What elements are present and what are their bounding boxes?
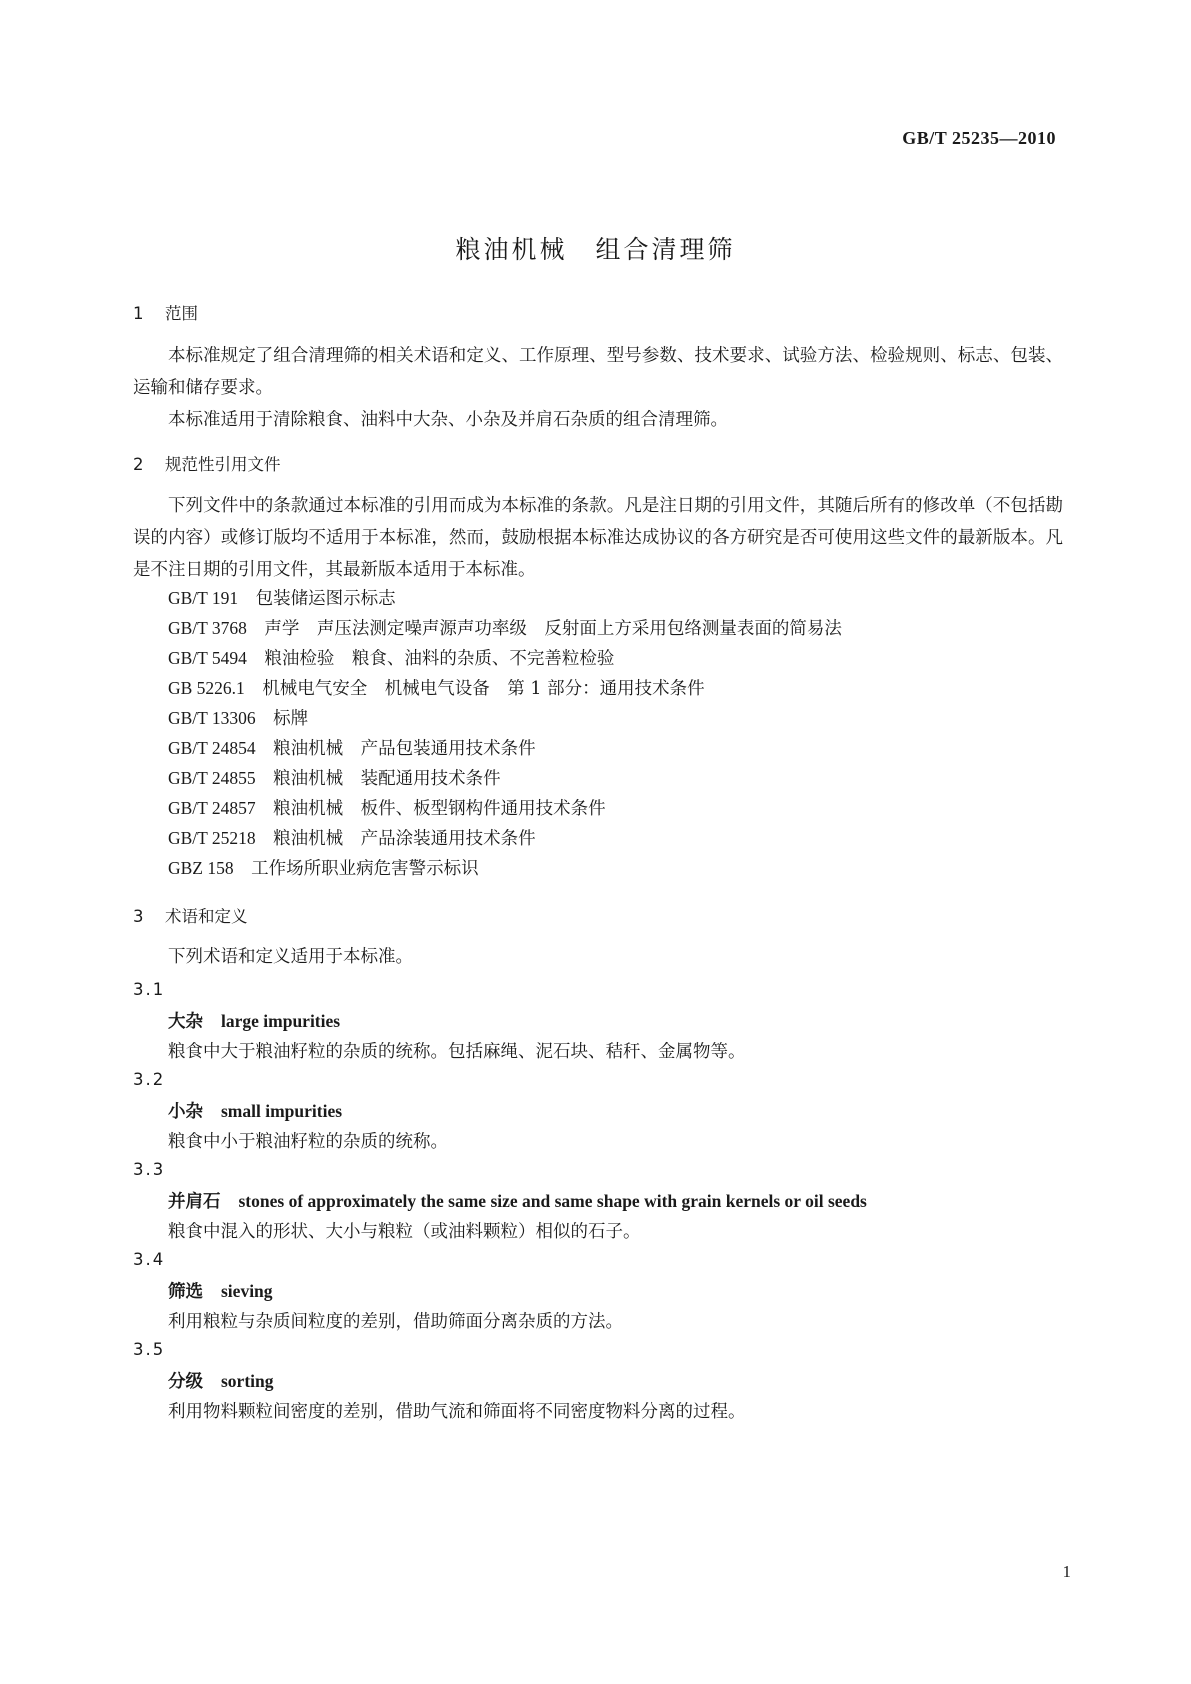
page-number: 1 bbox=[1062, 1562, 1071, 1581]
section-title: 规范性引用文件 bbox=[165, 455, 281, 474]
reference-item: GB/T 3768 声学 声压法测定噪声源声功率级 反射面上方采用包络测量表面的简易法 bbox=[168, 618, 842, 639]
section-heading-references bbox=[133, 451, 281, 475]
section-title: 范围 bbox=[165, 304, 198, 323]
term-definition: 粮食中小于粮油籽粒的杂质的统称。 bbox=[168, 1132, 448, 1152]
references-intro: 下列文件中的条款通过本标准的引用而成为本标准的条款。凡是注日期的引用文件，其随后所有的修改单（不包括勘误的内容）或修订版均不适用于本标准，然而，鼓励根据本标准达成协议的各方研究是否可使用这些文件的最新版本。凡是不注日期的引用文件，其最新版本适用于本标准。 bbox=[133, 496, 1063, 580]
term-heading: 小杂 small impurities bbox=[168, 1101, 343, 1122]
term-number: 3.2 bbox=[133, 1070, 166, 1089]
reference-item: GB/T 24855 粮油机械 装配通用技术条件 bbox=[168, 768, 501, 789]
section-title: 术语和定义 bbox=[165, 907, 248, 926]
scope-paragraph-2: 本标准适用于清除粮食、油料中大杂、小杂及并肩石杂质的组合清理筛。 bbox=[168, 410, 728, 430]
reference-item: GB/T 5494 粮油检验 粮食、油料的杂质、不完善粒检验 bbox=[168, 648, 615, 669]
reference-item: GB/T 24857 粮油机械 板件、板型钢构件通用技术条件 bbox=[168, 798, 606, 819]
document-title: 粮油机械 组合清理筛 bbox=[455, 235, 736, 264]
term-heading: 筛选 sieving bbox=[168, 1281, 273, 1302]
terms-intro: 下列术语和定义适用于本标准。 bbox=[168, 947, 413, 967]
scope-paragraph-1: 本标准规定了组合清理筛的相关术语和定义、工作原理、型号参数、技术要求、试验方法、检验规则、标志、包装、运输和储存要求。 bbox=[133, 346, 1063, 398]
section-number: 1 bbox=[133, 304, 144, 323]
term-heading: 分级 sorting bbox=[168, 1371, 274, 1392]
term-definition: 粮食中大于粮油籽粒的杂质的统称。包括麻绳、泥石块、秸秆、金属物等。 bbox=[168, 1042, 746, 1062]
reference-item: GB 5226.1 机械电气安全 机械电气设备 第 1 部分：通用技术条件 bbox=[168, 678, 705, 699]
standard-id: GB/T 25235—2010 bbox=[902, 128, 1056, 148]
section-number: 3 bbox=[133, 907, 144, 926]
term-heading: 并肩石 stones of approximately the same size and same shape with grain kernels or oil seeds bbox=[168, 1191, 867, 1212]
term-definition: 利用粮粒与杂质间粒度的差别，借助筛面分离杂质的方法。 bbox=[168, 1312, 623, 1332]
term-number: 3.3 bbox=[133, 1160, 166, 1179]
term-number: 3.1 bbox=[133, 980, 166, 999]
section-number: 2 bbox=[133, 455, 144, 474]
section-heading-scope bbox=[133, 300, 198, 324]
reference-item: GB/T 25218 粮油机械 产品涂装通用技术条件 bbox=[168, 828, 536, 849]
term-definition: 粮食中混入的形状、大小与粮粒（或油料颗粒）相似的石子。 bbox=[168, 1222, 641, 1242]
reference-item: GBZ 158 工作场所职业病危害警示标识 bbox=[168, 858, 479, 879]
reference-item: GB/T 13306 标牌 bbox=[168, 708, 309, 729]
reference-item: GB/T 24854 粮油机械 产品包装通用技术条件 bbox=[168, 738, 536, 759]
term-number: 3.4 bbox=[133, 1250, 166, 1269]
section-heading-terms bbox=[133, 903, 248, 927]
term-definition: 利用物料颗粒间密度的差别，借助气流和筛面将不同密度物料分离的过程。 bbox=[168, 1402, 746, 1422]
term-heading: 大杂 large impurities bbox=[168, 1011, 341, 1032]
reference-item: GB/T 191 包装储运图示标志 bbox=[168, 588, 396, 609]
term-number: 3.5 bbox=[133, 1340, 166, 1359]
